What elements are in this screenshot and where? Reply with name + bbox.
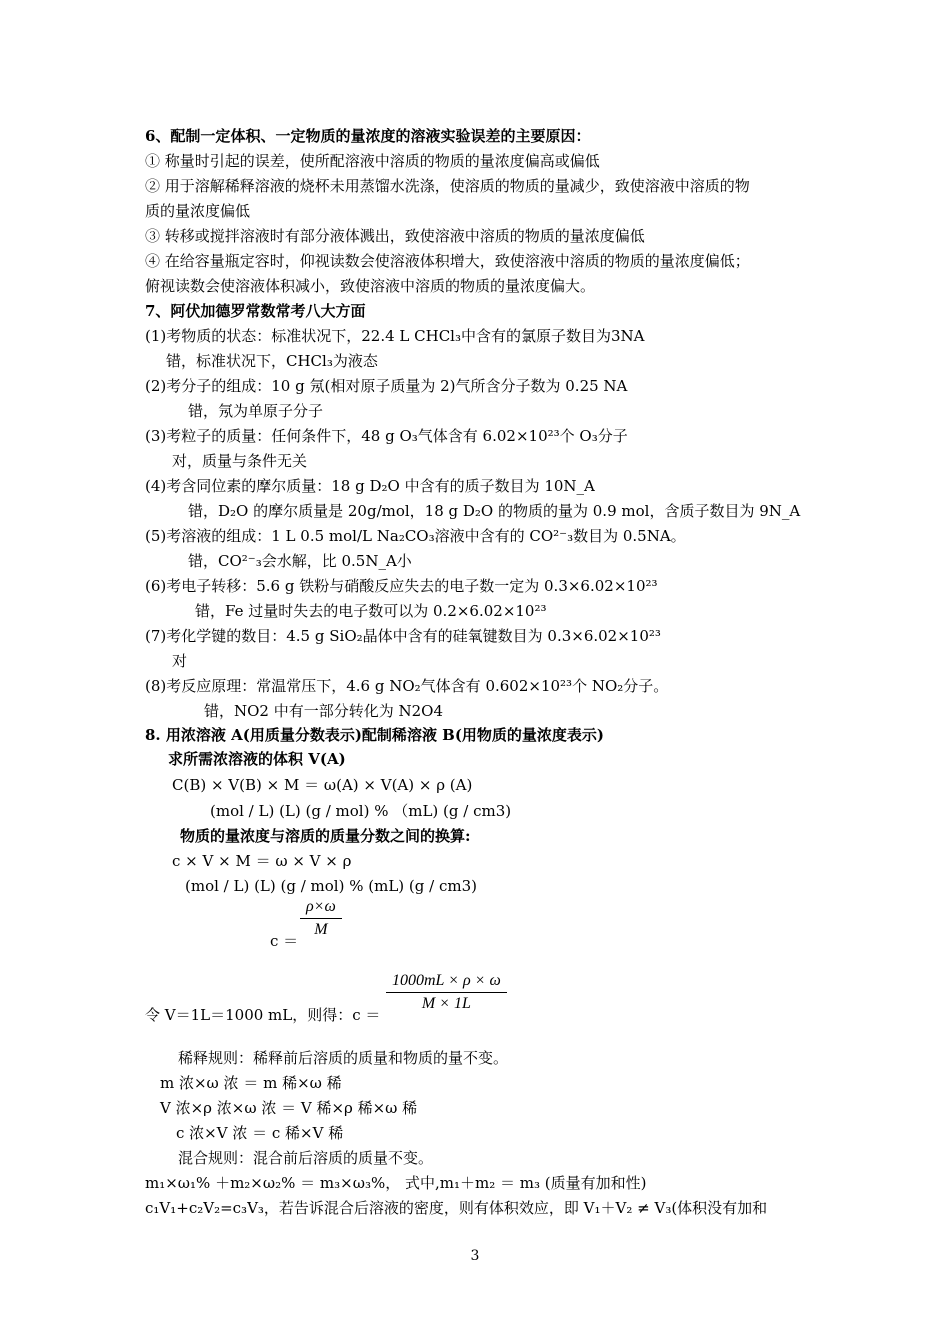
formula-conversion: c × V × M ＝ ω × V × ρ [172,852,352,870]
fraction-1-numerator: ρ×ω [300,898,342,919]
section-8-title: 8. 用浓溶液 A(用质量分数表示)配制稀溶液 B(用物质的量浓度表示) [145,726,605,744]
sec7-a4: 错，D₂O 的摩尔质量是 20g/mol，18 g D₂O 的物质的量为 0.9 mol，含质子数目为 9N_A [188,502,801,520]
fraction-2-denominator: M × 1L [421,995,471,1012]
dilution-formula-1: m 浓×ω 浓 ＝ m 稀×ω 稀 [160,1074,342,1092]
mixing-rule: 混合规则：混合前后溶质的质量不变。 [178,1149,434,1167]
c-equals-label: c ＝ [270,932,299,950]
sec7-q7: (7)考化学键的数目：4.5 g SiO₂晶体中含有的硅氧键数目为 0.3×6.02×10²³ [145,627,661,645]
fraction-2-numerator: 1000mL × ρ × ω [386,972,507,993]
sec7-a6: 错，Fe 过量时失去的电子数可以为 0.2×6.02×10²³ [195,602,547,620]
sec6-item-4-cont: 俯视读数会使溶液体积减小，致使溶液中溶质的物质的量浓度偏大。 [145,277,596,295]
formula-dilution-volume: C(B) × V(B) × M ＝ ω(A) × V(A) × ρ (A) [172,776,473,794]
fraction-1000ml [386,972,507,1013]
dilution-formula-2: V 浓×ρ 浓×ω 浓 ＝ V 稀×ρ 稀×ω 稀 [160,1099,418,1117]
dilution-rule: 稀释规则：稀释前后溶质的质量和物质的量不变。 [178,1049,509,1067]
let-v-equals-text: 令 V＝1L＝1000 mL，则得：c ＝ [145,1006,381,1024]
section-8-subtitle: 求所需浓溶液的体积 V(A) [168,750,346,768]
sec7-a7: 对 [172,652,188,670]
formula-units-2: (mol / L) (L) (g / mol) % (mL) (g / cm3) [185,877,477,895]
sec6-item-2: ② 用于溶解稀释溶液的烧杯未用蒸馏水洗涤，使溶质的物质的量减少，致使溶液中溶质的物 [145,177,750,195]
sec7-q3: (3)考粒子的质量：任何条件下，48 g O₃气体含有 6.02×10²³个 O₃分子 [145,427,628,445]
sec7-q8: (8)考反应原理：常温常压下，4.6 g NO₂气体含有 0.602×10²³个 NO₂分子。 [145,677,669,695]
page-number: 3 [470,1248,480,1264]
sec7-a1: 错，标准状况下，CHCl₃为液态 [166,352,378,370]
mixing-formula-1: m₁×ω₁% ＋m₂×ω₂% ＝ m₃×ω₃%， 式中,m₁＋m₂ ＝ m₃ (质量有加和性) [145,1174,647,1192]
sec7-q5: (5)考溶液的组成：1 L 0.5 mol/L Na₂CO₃溶液中含有的 CO²⁻₃数目为 0.5NA。 [145,527,686,545]
sec7-a3: 对，质量与条件无关 [172,452,308,470]
fraction-1-denominator: M [314,921,328,938]
sec7-a2: 错，氖为单原子分子 [188,402,324,420]
sec7-q4: (4)考含同位素的摩尔质量：18 g D₂O 中含有的质子数目为 10N_A [145,477,595,495]
sec7-q1: (1)考物质的状态：标准状况下，22.4 L CHCl₃中含有的氯原子数目为3NA [145,327,645,345]
dilution-formula-3: c 浓×V 浓 ＝ c 稀×V 稀 [176,1124,344,1142]
sec6-item-4: ④ 在给容量瓶定容时，仰视读数会使溶液体积增大，致使溶液中溶质的物质的量浓度偏低； [145,252,750,270]
sec7-a8: 错，NO2 中有一部分转化为 N2O4 [204,702,444,720]
mixing-formula-2: c₁V₁+c₂V₂=c₃V₃，若告诉混合后溶液的密度，则有体积效应，即 V₁＋V₂ ≠ V₃(体积没有加和 [145,1199,768,1217]
sec7-q6: (6)考电子转移：5.6 g 铁粉与硝酸反应失去的电子数一定为 0.3×6.02×10²³ [145,577,658,595]
sec6-item-3: ③ 转移或搅拌溶液时有部分液体溅出，致使溶液中溶质的物质的量浓度偏低 [145,227,645,245]
formula-units-1: (mol / L) (L) (g / mol) % （mL) (g / cm3) [210,802,512,820]
sec7-a5: 错，CO²⁻₃会水解，比 0.5N_A小 [188,552,412,570]
section-6-title: 6、配制一定体积、一定物质的量浓度的溶液实验误差的主要原因： [145,127,591,145]
section-7-title: 7、阿伏加德罗常数常考八大方面 [145,302,366,320]
fraction-rho-omega-over-m [300,898,342,939]
sec7-q2: (2)考分子的组成：10 g 氖(相对原子质量为 2)气所含分子数为 0.25 NA [145,377,628,395]
sec6-item-1: ① 称量时引起的误差，使所配溶液中溶质的物质的量浓度偏高或偏低 [145,152,600,170]
sec6-item-2-cont: 质的量浓度偏低 [145,202,251,220]
conversion-title: 物质的量浓度与溶质的质量分数之间的换算: [180,827,471,845]
